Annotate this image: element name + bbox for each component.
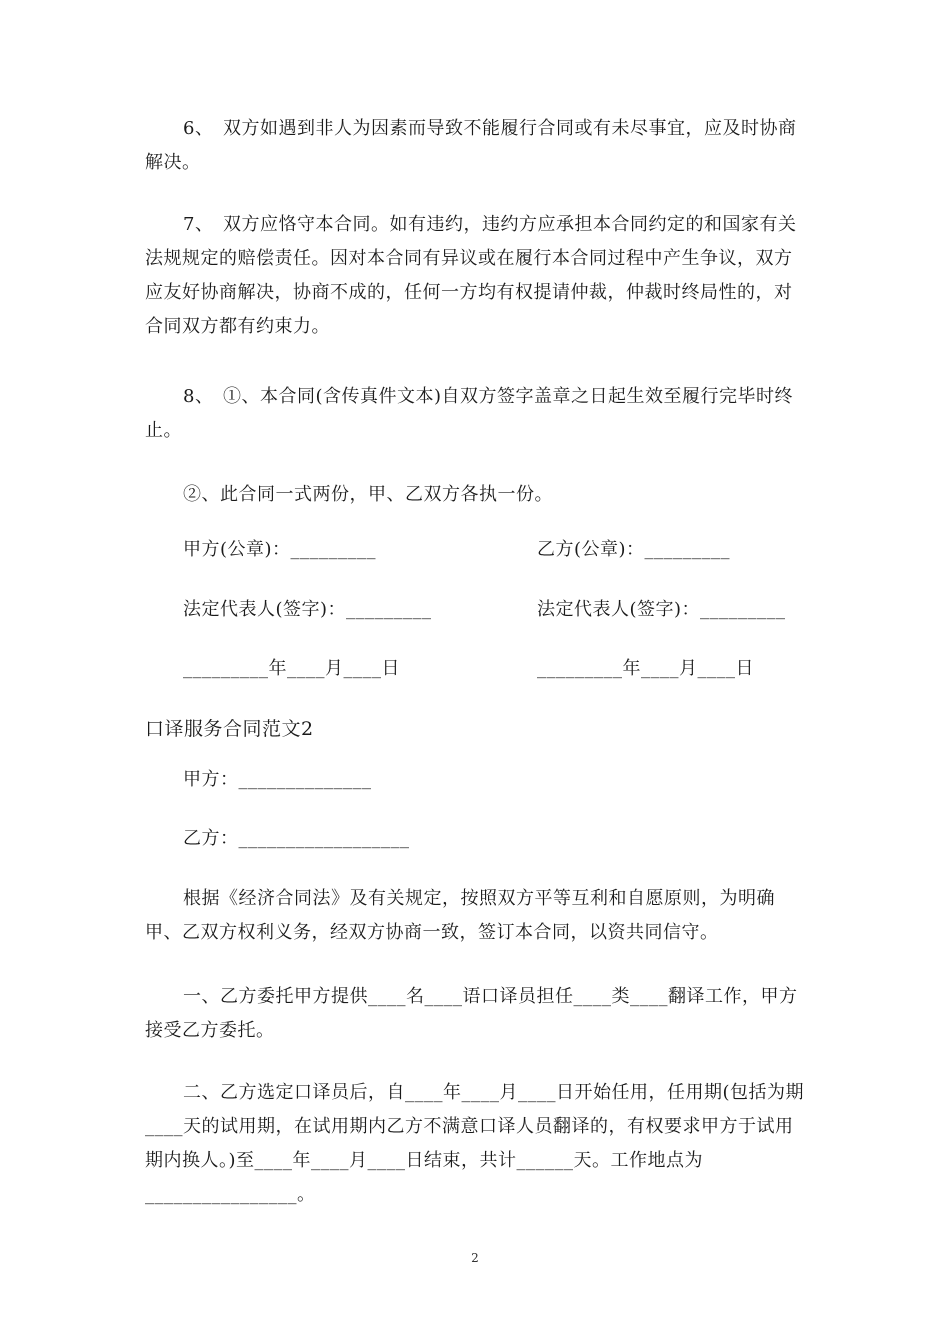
article-2: 二、乙方选定口译员后，自____年____月____日开始任用，任用期(包括为期____天的试用期，在试用期内乙方不满意口译人员翻译的，有权要求甲方于试用期内换人。)至____年____月____日结束，共计______天。工作地点为________________。 [145, 1082, 805, 1205]
page-number: 2 [471, 1251, 479, 1265]
party-b-seal-line: 乙方(公章)：_________ [537, 539, 731, 560]
article-1: 一、乙方委托甲方提供____名____语口译员担任____类____翻译工作，甲方接受乙方委托。 [145, 986, 798, 1041]
party-b-representative-line: 法定代表人(签字)：_________ [537, 599, 786, 620]
party-a-name-line: 甲方：______________ [183, 769, 372, 790]
clause-8-item-1: 8、 ①、本合同(含传真件文本)自双方签字盖章之日起生效至履行完毕时终止。 [145, 386, 793, 441]
party-a-seal-line: 甲方(公章)：_________ [183, 539, 377, 560]
section-title: 口译服务合同范文2 [145, 718, 314, 740]
clause-7: 7、 双方应恪守本合同。如有违约，违约方应承担本合同约定的和国家有关法规规定的赔偿责任。因对本合同有异议或在履行本合同过程中产生争议，双方应友好协商解决，协商不成的，任何一方均有权提请仲裁，仲裁时终局性的，对合同双方都有约束力。 [145, 214, 797, 337]
party-b-date-line: _________年____月____日 [537, 658, 754, 679]
preamble-paragraph: 根据《经济合同法》及有关规定，按照双方平等互利和自愿原则，为明确甲、乙双方权利义务，经双方协商一致，签订本合同，以资共同信守。 [145, 888, 775, 943]
party-a-date-line: _________年____月____日 [183, 658, 400, 679]
clause-8-item-2: ②、此合同一式两份，甲、乙双方各执一份。 [183, 484, 553, 505]
party-b-name-line: 乙方：__________________ [183, 828, 410, 849]
clause-6: 6、 双方如遇到非人为因素而导致不能履行合同或有未尽事宜，应及时协商解决。 [145, 118, 797, 173]
party-a-representative-line: 法定代表人(签字)：_________ [183, 599, 432, 620]
